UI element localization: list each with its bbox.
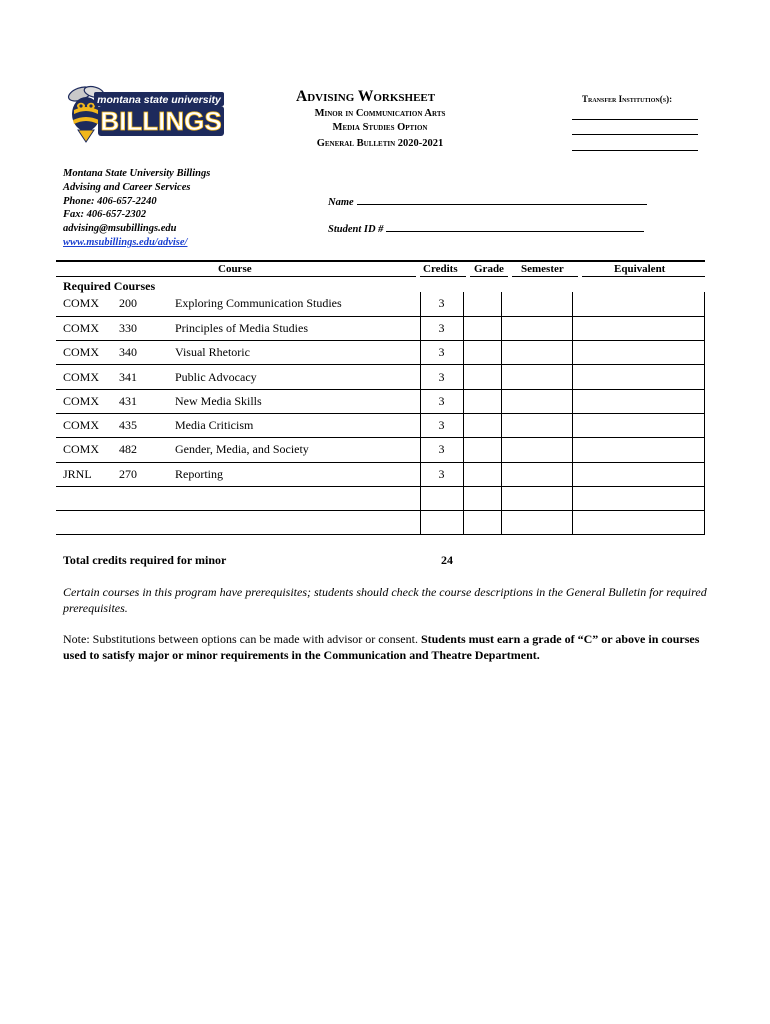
- table-top-rule: [56, 260, 705, 262]
- contact-email: advising@msubillings.edu: [63, 223, 177, 235]
- semester-cell[interactable]: [501, 462, 572, 486]
- worksheet-title: Advising Worksheet: [296, 88, 436, 105]
- logo-main-text: BILLINGS: [100, 106, 222, 136]
- course-title: Reporting: [175, 466, 223, 481]
- equivalent-cell[interactable]: [572, 511, 705, 535]
- course-dept: COMX: [63, 418, 100, 433]
- table-row: [56, 462, 705, 486]
- course-number: [119, 486, 175, 510]
- transfer-institution-line-3[interactable]: [572, 150, 698, 151]
- course-credits: 3: [420, 316, 463, 340]
- semester-cell[interactable]: [501, 413, 572, 437]
- substitution-note: [63, 631, 713, 663]
- name-input-line[interactable]: [357, 195, 647, 205]
- course-number: [119, 511, 175, 535]
- table-row: [56, 292, 705, 316]
- header-underline-grade: [470, 276, 508, 277]
- minor-name: Minor in Communication Arts: [314, 108, 446, 119]
- semester-cell[interactable]: [501, 341, 572, 365]
- course-credits: 3: [420, 462, 463, 486]
- table-row: [56, 365, 705, 389]
- course-title: Visual Rhetoric: [175, 345, 250, 360]
- course-title: Exploring Communication Studies: [175, 296, 342, 311]
- course-number: 482: [119, 442, 137, 457]
- course-number: 435: [119, 418, 137, 433]
- table-row: [56, 511, 705, 535]
- contact-block: [63, 167, 210, 250]
- name-field: [328, 195, 647, 208]
- grade-cell[interactable]: [463, 438, 501, 462]
- substitution-note-plain: Note: Substitutions between options can be made with advisor or consent.: [63, 632, 418, 646]
- required-courses-heading: Required Courses: [63, 279, 156, 293]
- semester-cell[interactable]: [501, 292, 572, 316]
- grade-cell[interactable]: [463, 389, 501, 413]
- equivalent-cell[interactable]: [572, 413, 705, 437]
- option-name: Media Studies Option: [332, 122, 428, 133]
- course-credits: 3: [420, 292, 463, 316]
- grade-cell[interactable]: [463, 316, 501, 340]
- course-credits: 3: [420, 438, 463, 462]
- course-number: 340: [119, 345, 137, 360]
- course-title: Gender, Media, and Society: [175, 442, 309, 457]
- course-dept: COMX: [63, 296, 100, 311]
- table-row: [56, 316, 705, 340]
- msub-logo-graphic: [64, 84, 229, 146]
- grade-cell[interactable]: [463, 462, 501, 486]
- course-number: 431: [119, 393, 137, 408]
- col-header-grade: Grade: [474, 263, 504, 275]
- contact-fax: Fax: 406-657-2302: [63, 209, 147, 221]
- semester-cell[interactable]: [501, 511, 572, 535]
- table-row: [56, 438, 705, 462]
- header-underline-course: [56, 276, 416, 277]
- student-id-field: [328, 222, 644, 235]
- table-row: [56, 389, 705, 413]
- contact-office: Advising and Career Services: [63, 181, 191, 193]
- equivalent-cell[interactable]: [572, 486, 705, 510]
- total-credits-label: Total credits required for minor: [63, 553, 227, 567]
- grade-cell[interactable]: [463, 486, 501, 510]
- contact-university: Montana State University Billings: [63, 168, 211, 179]
- semester-cell[interactable]: [501, 438, 572, 462]
- semester-cell[interactable]: [501, 486, 572, 510]
- course-credits: 3: [420, 389, 463, 413]
- course-dept: COMX: [63, 369, 100, 384]
- course-table: [56, 292, 705, 535]
- transfer-institution-label: Transfer Institution(s):: [582, 94, 673, 104]
- prerequisite-note: Certain courses in this program have prerequisites; students should check the course descriptions in the General Bulletin for required prerequisites.: [63, 585, 707, 615]
- col-header-course: Course: [218, 263, 252, 275]
- table-row: [56, 341, 705, 365]
- msub-logo: [64, 84, 229, 146]
- bulletin-year: General Bulletin 2020-2021: [316, 138, 444, 149]
- name-label: Name: [328, 197, 354, 208]
- total-credits-value: 24: [441, 553, 453, 567]
- transfer-institution-line-2[interactable]: [572, 134, 698, 135]
- course-credits: 3: [420, 365, 463, 389]
- equivalent-cell[interactable]: [572, 365, 705, 389]
- equivalent-cell[interactable]: [572, 341, 705, 365]
- semester-cell[interactable]: [501, 316, 572, 340]
- course-credits: 3: [420, 341, 463, 365]
- course-title: Media Criticism: [175, 418, 254, 433]
- grade-cell[interactable]: [463, 365, 501, 389]
- equivalent-cell[interactable]: [572, 438, 705, 462]
- col-header-credits: Credits: [423, 263, 458, 275]
- course-credits: [420, 511, 463, 535]
- equivalent-cell[interactable]: [572, 389, 705, 413]
- equivalent-cell[interactable]: [572, 316, 705, 340]
- semester-cell[interactable]: [501, 365, 572, 389]
- course-dept: COMX: [63, 442, 100, 457]
- transfer-institution-line-1[interactable]: [572, 119, 698, 120]
- course-number: 341: [119, 369, 137, 384]
- col-header-semester: Semester: [521, 263, 564, 275]
- contact-phone: Phone: 406-657-2240: [63, 195, 157, 207]
- course-dept: [56, 486, 119, 510]
- table-row: [56, 486, 705, 510]
- table-row: [56, 413, 705, 437]
- course-dept: [56, 511, 119, 535]
- advising-website-link[interactable]: www.msubillings.edu/advise/: [63, 236, 188, 248]
- course-number: 270: [119, 466, 137, 481]
- equivalent-cell[interactable]: [572, 292, 705, 316]
- course-title: [175, 486, 420, 510]
- course-dept: COMX: [63, 320, 100, 335]
- student-id-input-line[interactable]: [386, 222, 644, 232]
- course-title: Public Advocacy: [175, 369, 257, 384]
- grade-cell[interactable]: [463, 292, 501, 316]
- course-number: 330: [119, 320, 137, 335]
- course-credits: [420, 486, 463, 510]
- col-header-equivalent: Equivalent: [614, 263, 666, 275]
- semester-cell[interactable]: [501, 389, 572, 413]
- course-title: [175, 511, 420, 535]
- course-dept: COMX: [63, 393, 100, 408]
- grade-cell[interactable]: [463, 341, 501, 365]
- header-underline-equivalent: [582, 276, 705, 277]
- student-id-label: Student ID #: [328, 224, 384, 235]
- substitution-note-bold: Students must earn a grade of “C” or above in courses used to satisfy major or minor requirements in the Communication and Theatre Department.: [63, 632, 700, 662]
- course-dept: COMX: [63, 345, 100, 360]
- grade-cell[interactable]: [463, 511, 501, 535]
- course-title: Principles of Media Studies: [175, 320, 308, 335]
- logo-top-text: montana state university: [97, 94, 221, 106]
- course-dept: JRNL: [63, 466, 92, 481]
- course-credits: 3: [420, 413, 463, 437]
- header-underline-semester: [512, 276, 578, 277]
- equivalent-cell[interactable]: [572, 462, 705, 486]
- course-title: New Media Skills: [175, 393, 262, 408]
- header-underline-credits: [420, 276, 466, 277]
- grade-cell[interactable]: [463, 413, 501, 437]
- course-number: 200: [119, 296, 137, 311]
